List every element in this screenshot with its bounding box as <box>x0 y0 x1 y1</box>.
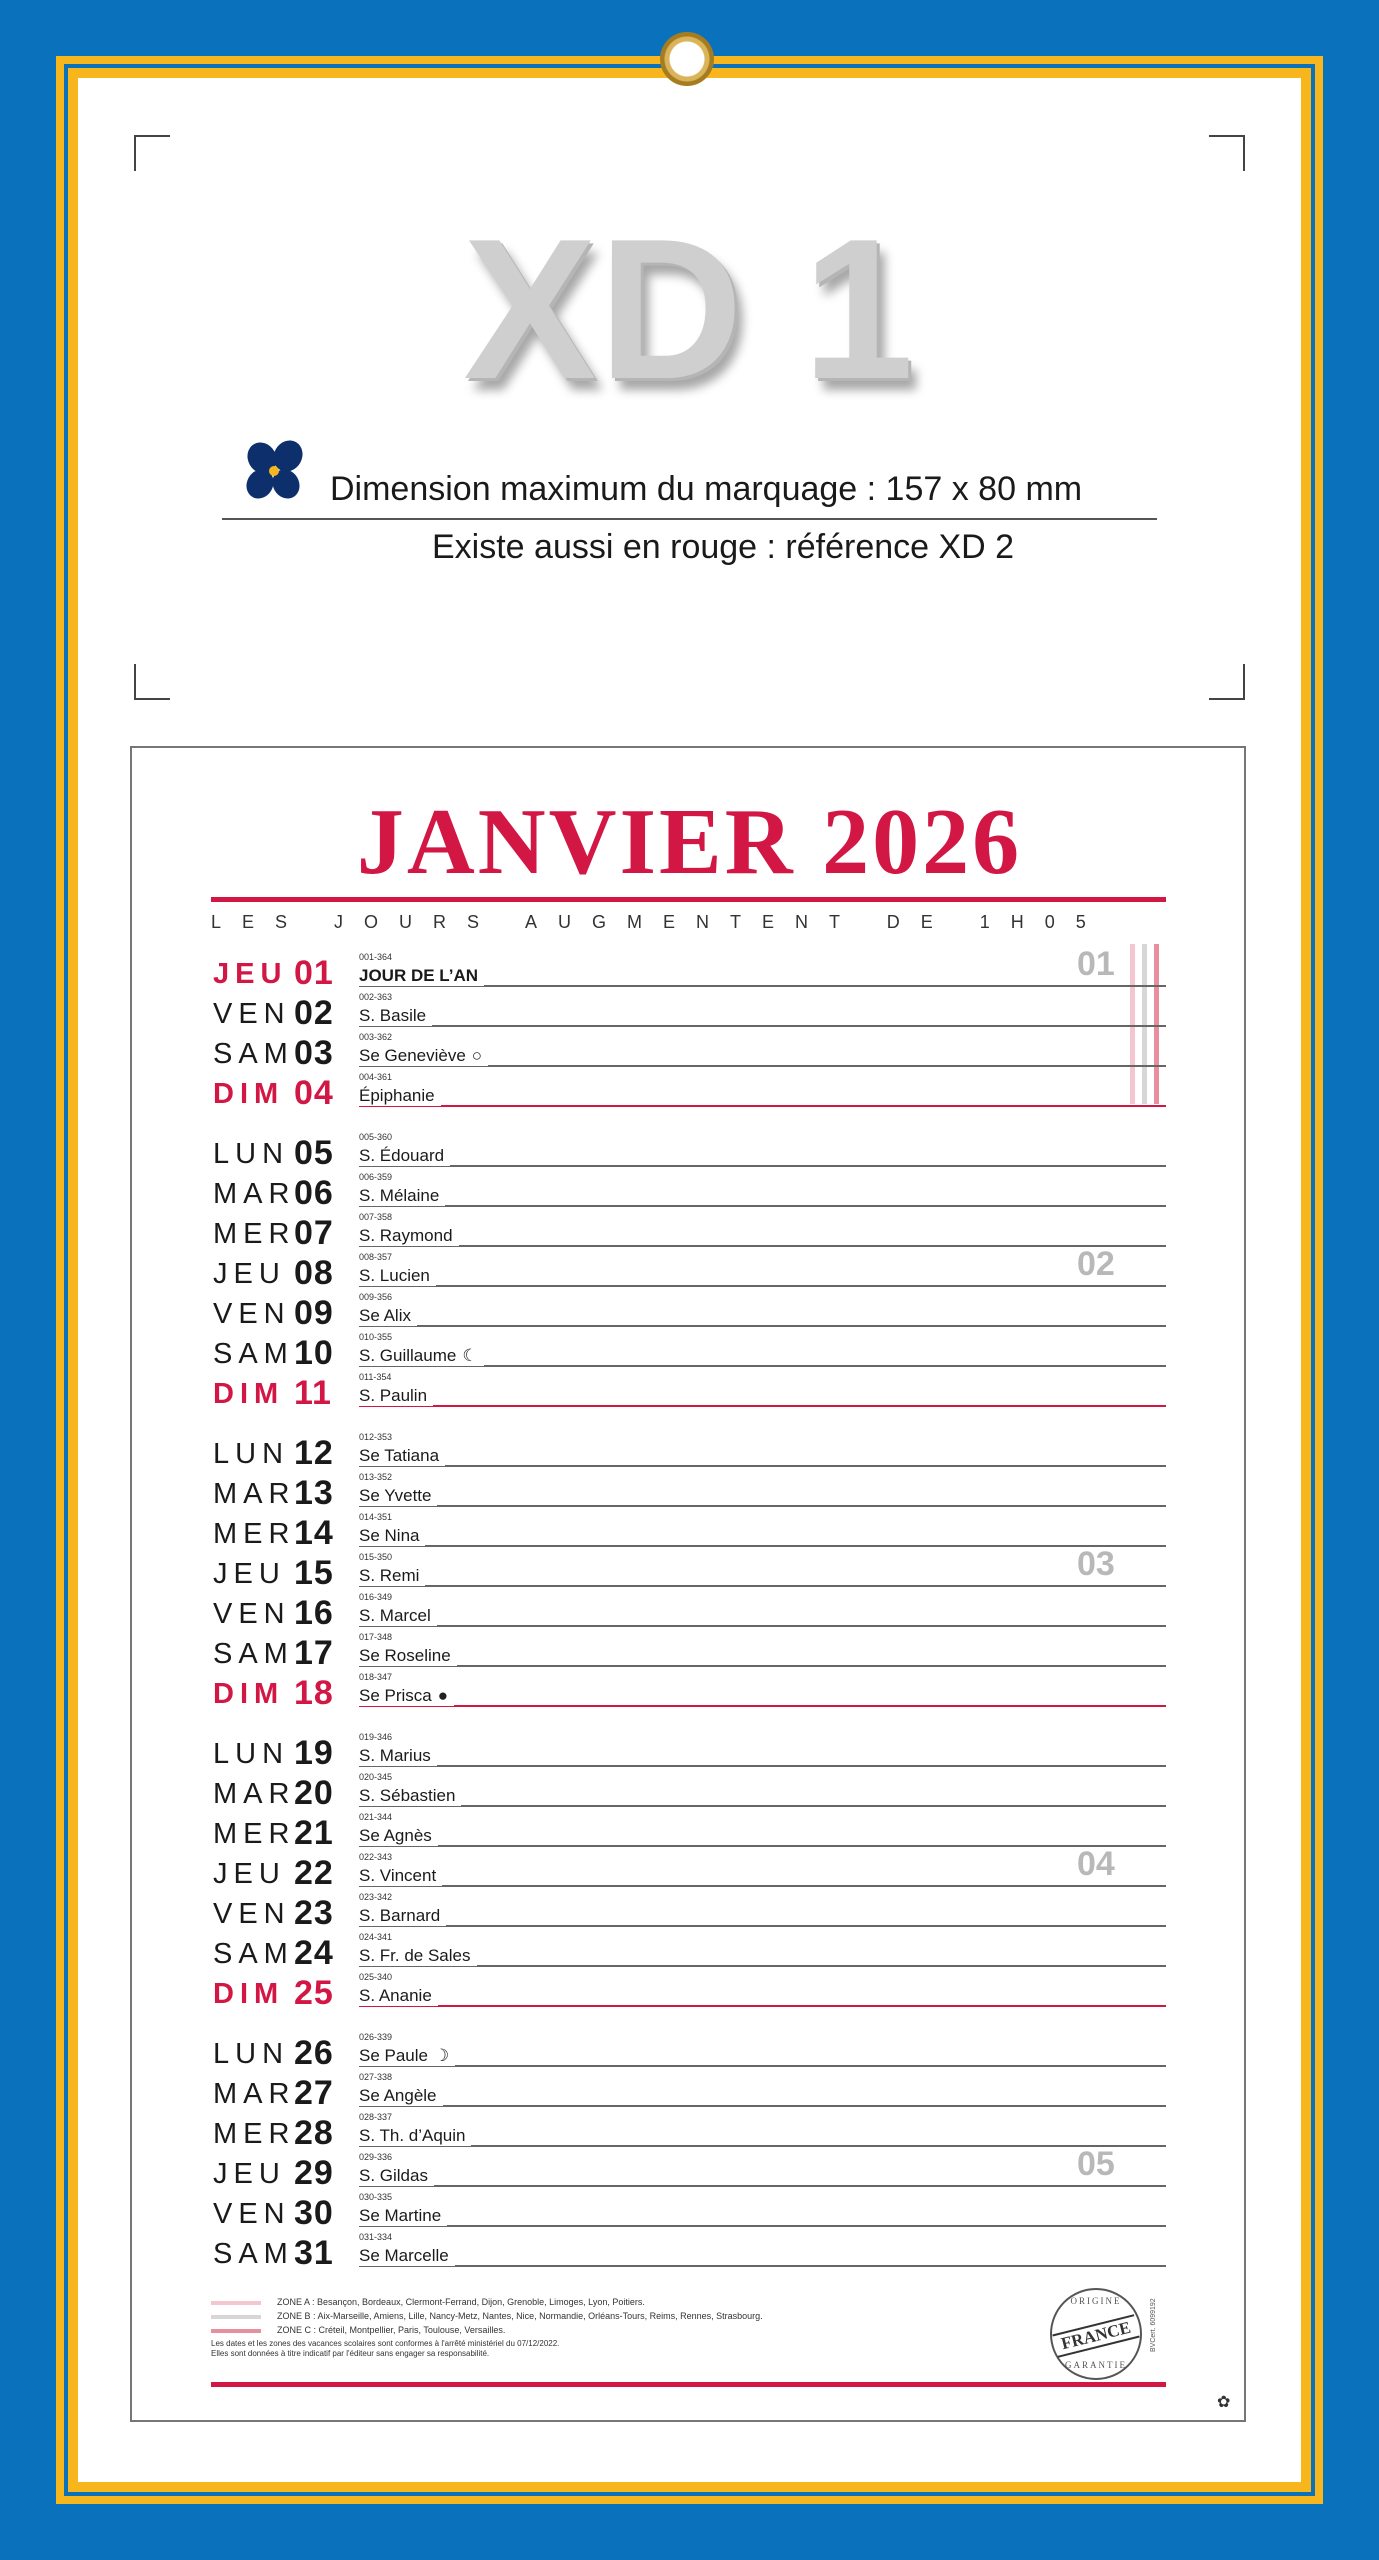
day-number: 16 <box>294 1594 334 1632</box>
saint-name: S. Gildas <box>359 2166 434 2186</box>
day-of-year-code: 021-344 <box>359 1812 393 1822</box>
day-row <box>211 1132 1166 1172</box>
day-of-year-code: 026-339 <box>359 2032 393 2042</box>
weekday-label: LUN <box>213 2038 290 2070</box>
day-row <box>211 1632 1166 1672</box>
day-of-year-code: 029-336 <box>359 2152 393 2162</box>
day-number: 12 <box>294 1434 334 1472</box>
model-reference: XD 1 <box>463 198 916 421</box>
day-of-year-code: 010-355 <box>359 1332 393 1342</box>
day-of-year-code: 012-353 <box>359 1432 393 1442</box>
day-row <box>211 1732 1166 1772</box>
day-number: 20 <box>294 1774 334 1812</box>
day-number: 11 <box>294 1374 332 1412</box>
day-row <box>211 1472 1166 1512</box>
day-number: 31 <box>294 2234 334 2272</box>
saint-name: Se Marcelle <box>359 2246 455 2266</box>
day-row <box>211 1552 1166 1592</box>
writing-line <box>359 1965 1166 1967</box>
writing-line <box>359 1105 1166 1107</box>
writing-line <box>359 2065 1166 2067</box>
writing-line <box>359 2145 1166 2147</box>
saint-name: S. Basile <box>359 1006 432 1026</box>
day-number: 03 <box>294 1034 334 1072</box>
saint-name: S. Th. d’Aquin <box>359 2126 471 2146</box>
day-number: 24 <box>294 1934 334 1972</box>
week-number: 05 <box>1077 2145 1115 2183</box>
day-number: 17 <box>294 1634 334 1672</box>
saint-name: JOUR DE L’AN <box>359 966 484 986</box>
day-row <box>211 1772 1166 1812</box>
weekday-label: LUN <box>213 1438 290 1470</box>
saint-name: Se Prisca ● <box>359 1686 454 1706</box>
day-row <box>211 1512 1166 1552</box>
origine-france-seal: ORIGINE FRANCE GARANTIE <box>1050 2288 1142 2380</box>
weekday-label: JEU <box>213 958 288 990</box>
day-of-year-code: 002-363 <box>359 992 393 1002</box>
day-row <box>211 2112 1166 2152</box>
writing-line <box>359 1625 1166 1627</box>
writing-line <box>359 2225 1166 2227</box>
writing-line <box>359 1165 1166 1167</box>
saint-name: S. Guillaume ☾ <box>359 1346 484 1366</box>
weekday-label: DIM <box>213 1978 285 2010</box>
day-of-year-code: 007-358 <box>359 1212 393 1222</box>
saint-name: S. Marcel <box>359 1606 437 1626</box>
saint-name: Se Alix <box>359 1306 417 1326</box>
day-row <box>211 2032 1166 2072</box>
writing-line <box>359 2005 1166 2007</box>
day-of-year-code: 028-337 <box>359 2112 393 2122</box>
day-row <box>211 2152 1166 2192</box>
day-of-year-code: 025-340 <box>359 1972 393 1982</box>
weekday-label: SAM <box>213 1938 294 1970</box>
bottom-rule <box>211 2382 1166 2387</box>
clover-logo-icon <box>240 440 312 504</box>
writing-line <box>359 1665 1166 1667</box>
day-number: 30 <box>294 2194 334 2232</box>
writing-line <box>359 2265 1166 2267</box>
saint-name: S. Marius <box>359 1746 437 1766</box>
day-row <box>211 1852 1166 1892</box>
day-number: 25 <box>294 1974 334 2012</box>
crop-mark-bottom-right <box>1209 664 1245 700</box>
weekday-label: JEU <box>213 1258 286 1290</box>
day-row <box>211 1252 1166 1292</box>
weekday-label: DIM <box>213 1078 285 1110</box>
day-of-year-code: 018-347 <box>359 1672 393 1682</box>
saint-name: S. Raymond <box>359 1226 459 1246</box>
marking-dimension-text: Dimension maximum du marquage : 157 x 80 mm <box>330 470 1083 508</box>
day-row <box>211 1292 1166 1332</box>
writing-line <box>359 1705 1166 1707</box>
gear-icon: ✿ <box>1217 2394 1231 2411</box>
legend-zone-a: ZONE A : Besançon, Bordeaux, Clermont-Ferrand, Dijon, Grenoble, Limoges, Lyon, Poitiers. <box>211 2297 911 2311</box>
saint-name: S. Fr. de Sales <box>359 1946 477 1966</box>
saint-name: Se Angèle <box>359 2086 443 2106</box>
divider-line <box>222 518 1157 520</box>
day-row <box>211 1032 1166 1072</box>
weekday-label: VEN <box>213 1898 291 1930</box>
day-of-year-code: 011-354 <box>359 1372 392 1382</box>
day-of-year-code: 008-357 <box>359 1252 393 1262</box>
writing-line <box>359 1585 1166 1587</box>
day-number: 02 <box>294 994 334 1032</box>
day-of-year-code: 027-338 <box>359 2072 393 2082</box>
day-number: 10 <box>294 1334 334 1372</box>
zone-c-swatch <box>211 2329 261 2333</box>
saint-name: Se Tatiana <box>359 1446 445 1466</box>
weekday-label: SAM <box>213 1338 294 1370</box>
writing-line <box>359 1765 1166 1767</box>
day-row <box>211 992 1166 1032</box>
day-number: 21 <box>294 1814 334 1852</box>
zone-a-swatch <box>211 2301 261 2305</box>
week-number: 04 <box>1077 1845 1115 1883</box>
weekday-label: MAR <box>213 2078 296 2110</box>
weekday-label: SAM <box>213 1638 294 1670</box>
day-row <box>211 2072 1166 2112</box>
saint-name: Se Martine <box>359 2206 447 2226</box>
day-row <box>211 1812 1166 1852</box>
weekday-label: JEU <box>213 2158 286 2190</box>
day-row <box>211 1332 1166 1372</box>
day-of-year-code: 009-356 <box>359 1292 393 1302</box>
day-of-year-code: 003-362 <box>359 1032 393 1042</box>
crop-mark-bottom-left <box>134 664 170 700</box>
day-row <box>211 1372 1166 1412</box>
day-of-year-code: 024-341 <box>359 1932 393 1942</box>
saint-name: S. Paulin <box>359 1386 433 1406</box>
day-row <box>211 2232 1166 2272</box>
day-number: 28 <box>294 2114 334 2152</box>
writing-line <box>359 1325 1166 1327</box>
day-number: 27 <box>294 2074 334 2112</box>
weekday-label: MER <box>213 1518 296 1550</box>
weekday-label: SAM <box>213 2238 294 2270</box>
writing-line <box>359 1205 1166 1207</box>
day-number: 05 <box>294 1134 334 1172</box>
title-rule <box>211 897 1166 902</box>
writing-line <box>359 1885 1166 1887</box>
weekday-label: LUN <box>213 1738 290 1770</box>
day-number: 15 <box>294 1554 334 1592</box>
day-number: 22 <box>294 1854 334 1892</box>
saint-name: S. Mélaine <box>359 1186 445 1206</box>
day-number: 18 <box>294 1674 334 1712</box>
weekday-label: VEN <box>213 2198 291 2230</box>
alternate-reference-text: Existe aussi en rouge : référence XD 2 <box>432 528 1015 566</box>
day-number: 14 <box>294 1514 334 1552</box>
saint-name: Se Paule ☽ <box>359 2046 455 2066</box>
day-row <box>211 1072 1166 1112</box>
day-number: 04 <box>294 1074 334 1112</box>
writing-line <box>359 1245 1166 1247</box>
saint-name: S. Vincent <box>359 1866 442 1886</box>
weekday-label: DIM <box>213 1678 285 1710</box>
saint-name: S. Sébastien <box>359 1786 461 1806</box>
weekday-label: VEN <box>213 1298 291 1330</box>
legend-zone-b: ZONE B : Aix-Marseille, Amiens, Lille, Nancy-Metz, Nantes, Nice, Normandie, Orléans-Tours, Reims, Rennes, Strasbourg. <box>211 2311 911 2325</box>
saint-name: S. Remi <box>359 1566 425 1586</box>
weekday-label: MER <box>213 1818 296 1850</box>
saint-name: Se Agnès <box>359 1826 438 1846</box>
crop-mark-top-right <box>1209 135 1245 171</box>
saint-name: S. Barnard <box>359 1906 446 1926</box>
moon-phase-icon: ☽ <box>434 2046 450 2065</box>
weekday-label: MER <box>213 1218 296 1250</box>
hanging-eyelet-icon <box>660 32 714 86</box>
moon-phase-icon: ○ <box>471 1046 483 1065</box>
weekday-label: JEU <box>213 1558 286 1590</box>
week-number: 02 <box>1077 1245 1115 1283</box>
holiday-legend <box>211 2297 911 2359</box>
saint-name: Se Nina <box>359 1526 425 1546</box>
week-number: 03 <box>1077 1545 1115 1583</box>
day-row <box>211 1592 1166 1632</box>
saint-name: Épiphanie <box>359 1086 441 1106</box>
day-number: 01 <box>294 954 334 992</box>
crop-mark-top-left <box>134 135 170 171</box>
day-of-year-code: 014-351 <box>359 1512 393 1522</box>
writing-line <box>359 1845 1166 1847</box>
writing-line <box>359 2105 1166 2107</box>
weekday-label: SAM <box>213 1038 294 1070</box>
saint-name: S. Ananie <box>359 1986 438 2006</box>
day-row <box>211 1972 1166 2012</box>
day-of-year-code: 017-348 <box>359 1632 393 1642</box>
day-row <box>211 1432 1166 1472</box>
day-of-year-code: 015-350 <box>359 1552 393 1562</box>
moon-phase-icon: ● <box>437 1686 449 1705</box>
day-of-year-code: 030-335 <box>359 2192 393 2202</box>
weekday-label: VEN <box>213 1598 291 1630</box>
saint-name: S. Lucien <box>359 1266 436 1286</box>
moon-phase-icon: ☾ <box>462 1346 478 1365</box>
writing-line <box>359 1505 1166 1507</box>
day-row <box>211 2192 1166 2232</box>
day-row <box>211 952 1166 992</box>
day-row <box>211 1172 1166 1212</box>
weekday-label: MAR <box>213 1778 296 1810</box>
day-number: 26 <box>294 2034 334 2072</box>
day-number: 09 <box>294 1294 334 1332</box>
daylight-subtitle: LES JOURS AUGMENTENT DE 1H05 <box>211 912 1107 932</box>
day-of-year-code: 006-359 <box>359 1172 393 1182</box>
day-row <box>211 1892 1166 1932</box>
legend-note-1: Les dates et les zones des vacances scolaires sont conformes à l'arrêté ministériel du 07/12/2022. <box>211 2339 560 2348</box>
day-of-year-code: 022-343 <box>359 1852 393 1862</box>
legend-zone-c: ZONE C : Créteil, Montpellier, Paris, Toulouse, Versailles. <box>211 2325 911 2339</box>
day-of-year-code: 023-342 <box>359 1892 393 1902</box>
weekday-label: MAR <box>213 1478 296 1510</box>
day-row <box>211 1672 1166 1712</box>
writing-line <box>359 2185 1166 2187</box>
day-of-year-code: 020-345 <box>359 1772 393 1782</box>
day-number: 06 <box>294 1174 334 1212</box>
saint-name: Se Yvette <box>359 1486 437 1506</box>
week-number: 01 <box>1077 945 1115 983</box>
writing-line <box>359 1405 1166 1407</box>
day-of-year-code: 031-334 <box>359 2232 393 2242</box>
day-number: 07 <box>294 1214 334 1252</box>
certification-reference: BVCert. 6099192 <box>1150 2298 1157 2352</box>
day-row <box>211 1212 1166 1252</box>
weekday-label: MER <box>213 2118 296 2150</box>
day-number: 13 <box>294 1474 334 1512</box>
zone-b-swatch <box>211 2315 261 2319</box>
day-of-year-code: 013-352 <box>359 1472 393 1482</box>
writing-line <box>359 1925 1166 1927</box>
weekday-label: MAR <box>213 1178 296 1210</box>
saint-name: S. Édouard <box>359 1146 450 1166</box>
day-of-year-code: 001-364 <box>359 952 393 962</box>
day-of-year-code: 004-361 <box>359 1072 393 1082</box>
writing-line <box>359 1805 1166 1807</box>
day-of-year-code: 016-349 <box>359 1592 393 1602</box>
weekday-label: LUN <box>213 1138 290 1170</box>
weekday-label: VEN <box>213 998 291 1030</box>
weekday-label: DIM <box>213 1378 285 1410</box>
day-of-year-code: 019-346 <box>359 1732 393 1742</box>
day-of-year-code: 005-360 <box>359 1132 393 1142</box>
month-title: JANVIER 2026 <box>356 790 1023 894</box>
day-number: 23 <box>294 1894 334 1932</box>
writing-line <box>359 1025 1166 1027</box>
writing-line <box>359 1545 1166 1547</box>
day-row <box>211 1932 1166 1972</box>
day-number: 29 <box>294 2154 334 2192</box>
legend-note-2: Elles sont données à titre indicatif par l'éditeur sans engager sa responsabilité. <box>211 2349 490 2358</box>
saint-name: Se Roseline <box>359 1646 457 1666</box>
day-number: 08 <box>294 1254 334 1292</box>
writing-line <box>359 1285 1166 1287</box>
weekday-label: JEU <box>213 1858 286 1890</box>
writing-line <box>359 1465 1166 1467</box>
day-number: 19 <box>294 1734 334 1772</box>
saint-name: Se Geneviève ○ <box>359 1046 488 1066</box>
